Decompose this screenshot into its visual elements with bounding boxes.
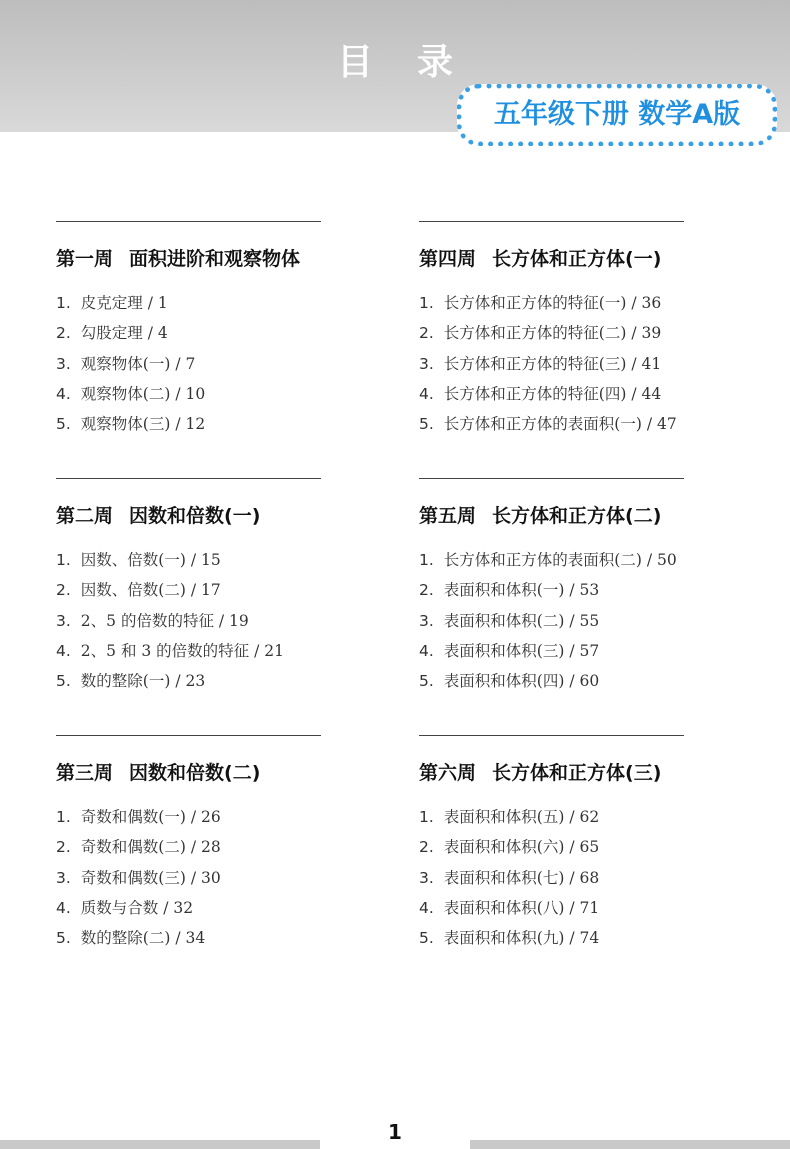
entry-text: 数的整除(二) / 34 (80, 929, 206, 948)
toc-entry[interactable] (56, 379, 376, 409)
entry-number: 1. (56, 551, 71, 569)
entry-number: 5. (56, 415, 71, 434)
entry-number: 3. (419, 611, 434, 630)
entry-text: 数的整除(一) / 23 (80, 672, 206, 691)
entry-text: 奇数和偶数(一) / 26 (80, 808, 221, 826)
section-divider (419, 478, 684, 479)
section-title: 长方体和正方体(一) (492, 248, 662, 270)
toc-entry[interactable] (56, 893, 376, 923)
toc-entry[interactable] (56, 349, 376, 379)
toc-entry[interactable] (56, 923, 376, 953)
entry-number: 2. (56, 581, 71, 600)
toc-entry[interactable] (419, 379, 739, 409)
entry-number: 3. (419, 354, 434, 373)
entry-number: 4. (419, 384, 434, 403)
week-label: 第六周 (419, 762, 477, 784)
entry-number: 5. (419, 929, 434, 948)
entry-text: 长方体和正方体的特征(四) / 44 (443, 384, 662, 403)
entry-number: 1. (419, 808, 434, 826)
section-divider (56, 221, 321, 222)
week-label: 第四周 (419, 248, 477, 270)
entry-number: 2. (419, 838, 434, 857)
entry-text: 表面积和体积(三) / 57 (443, 641, 600, 660)
entry-text: 观察物体(一) / 7 (80, 354, 196, 373)
entry-number: 4. (419, 898, 434, 917)
toc-section-week-1 (56, 221, 376, 439)
section-heading (56, 244, 376, 274)
entry-number: 2. (419, 324, 434, 343)
section-heading (419, 758, 739, 788)
toc-entry[interactable] (419, 636, 739, 666)
entry-number: 5. (419, 672, 434, 691)
entry-text: 长方体和正方体的特征(二) / 39 (443, 324, 662, 343)
week-label: 第三周 (56, 762, 114, 784)
entry-text: 表面积和体积(七) / 68 (443, 868, 600, 887)
toc-section-week-5 (419, 478, 739, 696)
toc-section-week-4 (419, 221, 739, 439)
section-title: 面积进阶和观察物体 (129, 248, 301, 270)
toc-entry[interactable] (419, 863, 739, 893)
toc-entry[interactable] (419, 575, 739, 605)
toc-entry[interactable] (419, 409, 739, 439)
section-heading (56, 758, 376, 788)
section-heading (419, 501, 739, 531)
entry-number: 1. (419, 551, 434, 569)
page-title: 目录 (336, 42, 497, 83)
toc-entry[interactable] (56, 832, 376, 862)
entry-number: 5. (56, 929, 71, 948)
week-label: 第一周 (56, 248, 114, 270)
entry-text: 奇数和偶数(二) / 28 (80, 838, 221, 857)
entry-number: 2. (56, 324, 71, 343)
entry-text: 观察物体(二) / 10 (80, 384, 206, 403)
entry-text: 表面积和体积(二) / 55 (443, 611, 600, 630)
toc-entry[interactable] (56, 863, 376, 893)
entry-text: 2、5 的倍数的特征 / 19 (80, 611, 249, 630)
week-label: 第二周 (56, 505, 114, 527)
entry-text: 勾股定理 / 4 (80, 324, 168, 343)
entry-number: 4. (419, 641, 434, 660)
entry-number: 4. (56, 384, 71, 403)
entry-text: 表面积和体积(九) / 74 (443, 929, 600, 948)
entry-number: 3. (419, 868, 434, 887)
toc-entry[interactable] (419, 545, 739, 575)
entry-number: 1. (419, 294, 434, 312)
toc-section-week-3 (56, 735, 376, 953)
entry-number: 4. (56, 641, 71, 660)
toc-entry[interactable] (419, 318, 739, 348)
entry-text: 皮克定理 / 1 (80, 294, 168, 312)
entry-number: 1. (56, 294, 71, 312)
toc-entry[interactable] (56, 606, 376, 636)
section-title: 因数和倍数(一) (129, 505, 261, 527)
entry-text: 表面积和体积(六) / 65 (443, 838, 600, 857)
toc-entry[interactable] (419, 802, 739, 832)
entry-number: 3. (56, 611, 71, 630)
section-title: 因数和倍数(二) (129, 762, 261, 784)
toc-section-week-6 (419, 735, 739, 953)
entry-text: 奇数和偶数(三) / 30 (80, 868, 221, 887)
week-label: 第五周 (419, 505, 477, 527)
toc-entry[interactable] (56, 636, 376, 666)
section-divider (419, 735, 684, 736)
entry-text: 表面积和体积(八) / 71 (443, 898, 600, 917)
toc-entry[interactable] (419, 832, 739, 862)
entry-number: 3. (56, 868, 71, 887)
toc-entry[interactable] (56, 409, 376, 439)
entry-text: 因数、倍数(二) / 17 (80, 581, 221, 600)
entry-text: 表面积和体积(四) / 60 (443, 672, 600, 691)
grade-badge: 五年级下册 数学A版 (457, 84, 777, 146)
toc-entry[interactable] (56, 318, 376, 348)
toc-entry[interactable] (56, 802, 376, 832)
section-divider (56, 735, 321, 736)
entry-number: 2. (419, 581, 434, 600)
entry-text: 长方体和正方体的特征(三) / 41 (443, 354, 662, 373)
section-heading (56, 501, 376, 531)
toc-entry[interactable] (56, 545, 376, 575)
entry-text: 长方体和正方体的表面积(二) / 50 (443, 551, 677, 569)
page-number: 1 (388, 1120, 402, 1144)
entry-number: 3. (56, 354, 71, 373)
entry-text: 2、5 和 3 的倍数的特征 / 21 (80, 641, 284, 660)
entry-text: 长方体和正方体的表面积(一) / 47 (443, 415, 677, 434)
toc-entry[interactable] (419, 666, 739, 696)
toc-entry[interactable] (419, 288, 739, 318)
toc-entry[interactable] (419, 349, 739, 379)
entry-number: 1. (56, 808, 71, 826)
toc-entry[interactable] (56, 666, 376, 696)
entry-text: 表面积和体积(五) / 62 (443, 808, 600, 826)
toc-entry[interactable] (419, 893, 739, 923)
entry-number: 2. (56, 838, 71, 857)
section-heading (419, 244, 739, 274)
entry-text: 表面积和体积(一) / 53 (443, 581, 600, 600)
entry-number: 5. (56, 672, 71, 691)
toc-entry[interactable] (419, 606, 739, 636)
section-divider (419, 221, 684, 222)
entry-text: 观察物体(三) / 12 (80, 415, 206, 434)
entry-text: 长方体和正方体的特征(一) / 36 (443, 294, 662, 312)
toc-section-week-2 (56, 478, 376, 696)
entry-number: 4. (56, 898, 71, 917)
section-title: 长方体和正方体(二) (492, 505, 662, 527)
section-title: 长方体和正方体(三) (492, 762, 662, 784)
toc-entry[interactable] (419, 923, 739, 953)
toc-entry[interactable] (56, 288, 376, 318)
entry-number: 5. (419, 415, 434, 434)
entry-text: 质数与合数 / 32 (80, 898, 194, 917)
section-divider (56, 478, 321, 479)
toc-entry[interactable] (56, 575, 376, 605)
entry-text: 因数、倍数(一) / 15 (80, 551, 221, 569)
